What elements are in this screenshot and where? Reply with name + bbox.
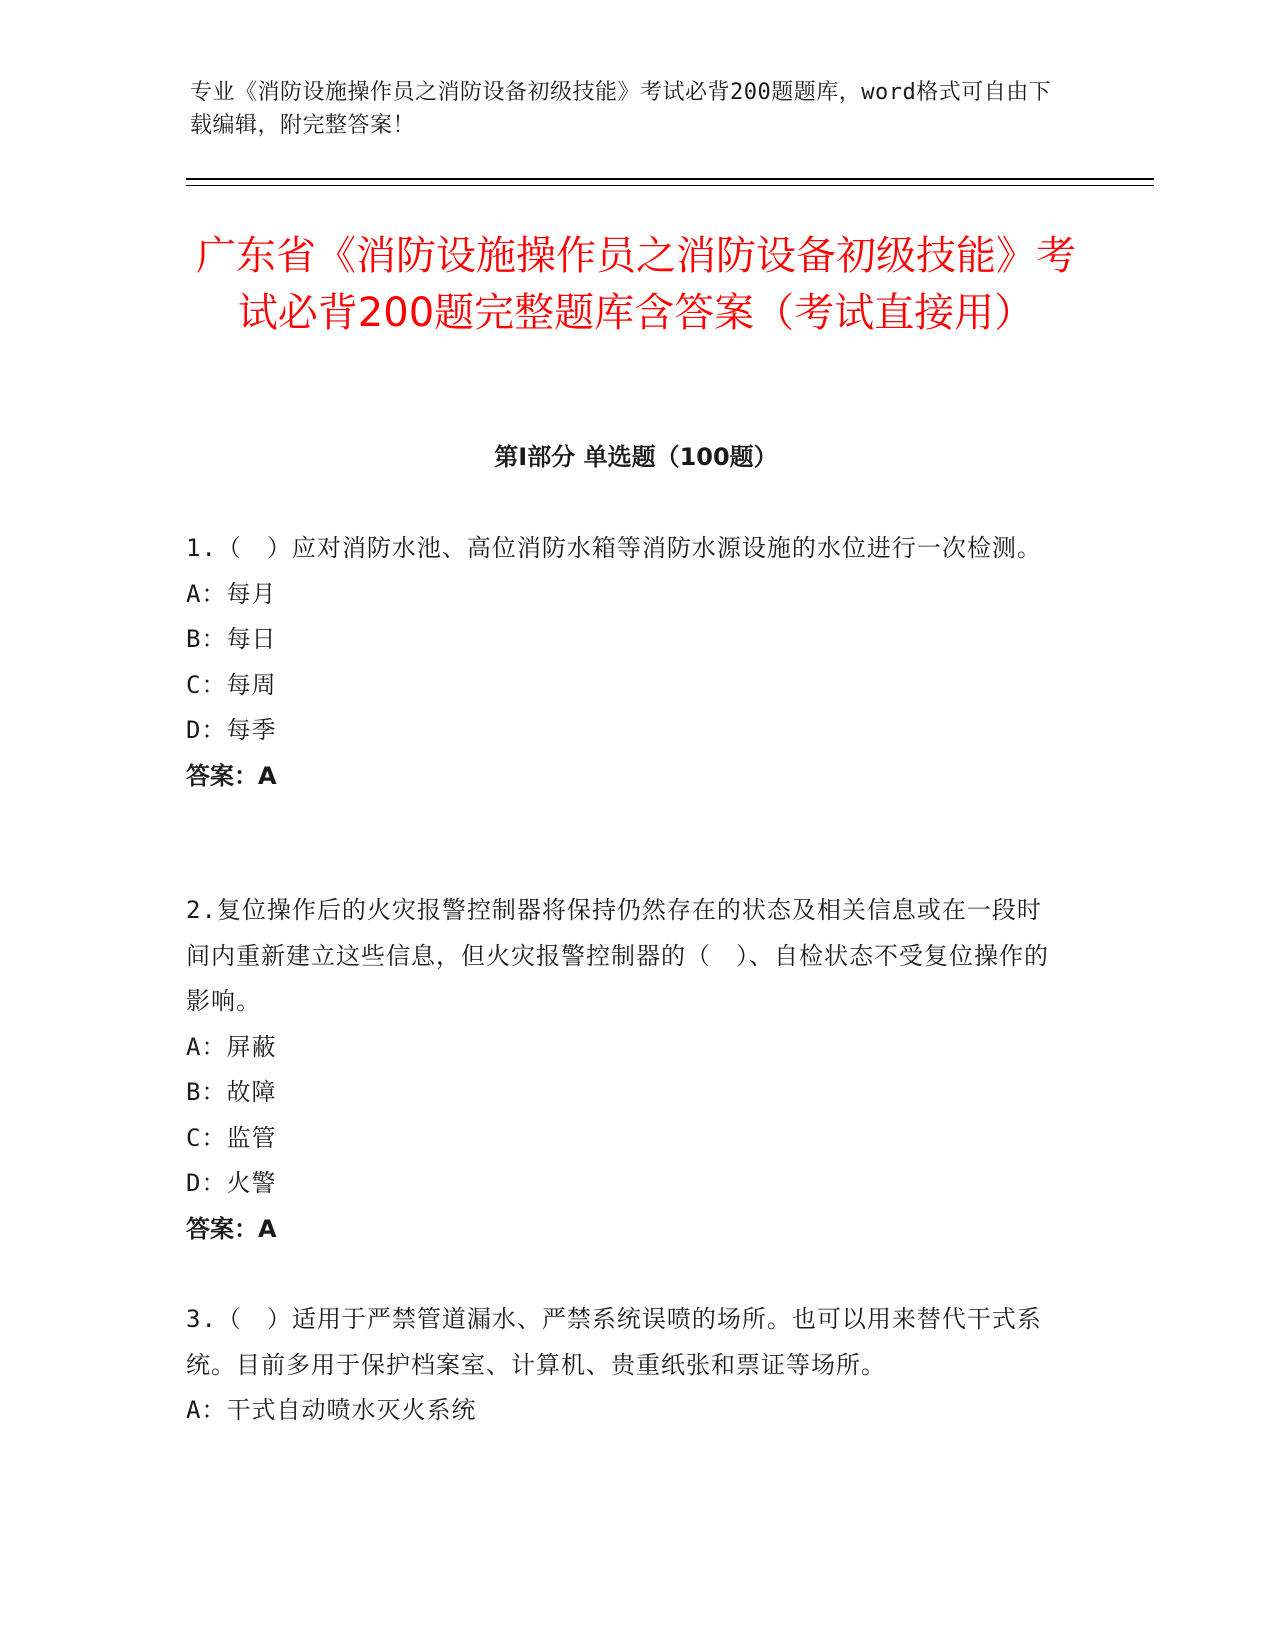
question-1 — [186, 526, 1066, 799]
option-a: A：干式自动喷水灭火系统 — [186, 1396, 477, 1424]
answer: 答案：A — [186, 1214, 277, 1243]
option-b: B：每日 — [186, 625, 277, 653]
header-note: 专业《消防设施操作员之消防设备初级技能》考试必背200题题库，word格式可自由下载编辑，附完整答案！ — [190, 80, 1052, 138]
option-d: D：火警 — [186, 1169, 277, 1197]
option-b: B：故障 — [186, 1078, 277, 1106]
header-divider-thin — [186, 185, 1154, 186]
header-divider-thick — [186, 178, 1154, 180]
option-a: A：屏蔽 — [186, 1032, 277, 1061]
option-a: A：每月 — [186, 579, 277, 608]
option-c: C：每周 — [186, 670, 277, 699]
question-stem: 2.复位操作后的火灾报警控制器将保持仍然存在的状态及相关信息或在一段时间内重新建立这些信息，但火灾报警控制器的（ ）、自检状态不受复位操作的影响。 — [186, 896, 1049, 1015]
section-heading: 第I部分 单选题（100题） — [494, 443, 778, 471]
question-2 — [186, 888, 1066, 1252]
question-stem: 3.（ ）适用于严禁管道漏水、严禁系统误喷的场所。也可以用来替代干式系统。目前多用于保护档案室、计算机、贵重纸张和票证等场所。 — [186, 1305, 1042, 1379]
option-c: C：监管 — [186, 1123, 277, 1152]
question-stem: 1.（ ）应对消防水池、高位消防水箱等消防水源设施的水位进行一次检测。 — [186, 534, 1042, 562]
answer: 答案：A — [186, 761, 277, 790]
option-d: D：每季 — [186, 716, 277, 744]
document-title: 广东省《消防设施操作员之消防设备初级技能》考试必背200题完整题库含答案（考试直接用） — [196, 233, 1076, 336]
question-3 — [186, 1297, 1066, 1434]
